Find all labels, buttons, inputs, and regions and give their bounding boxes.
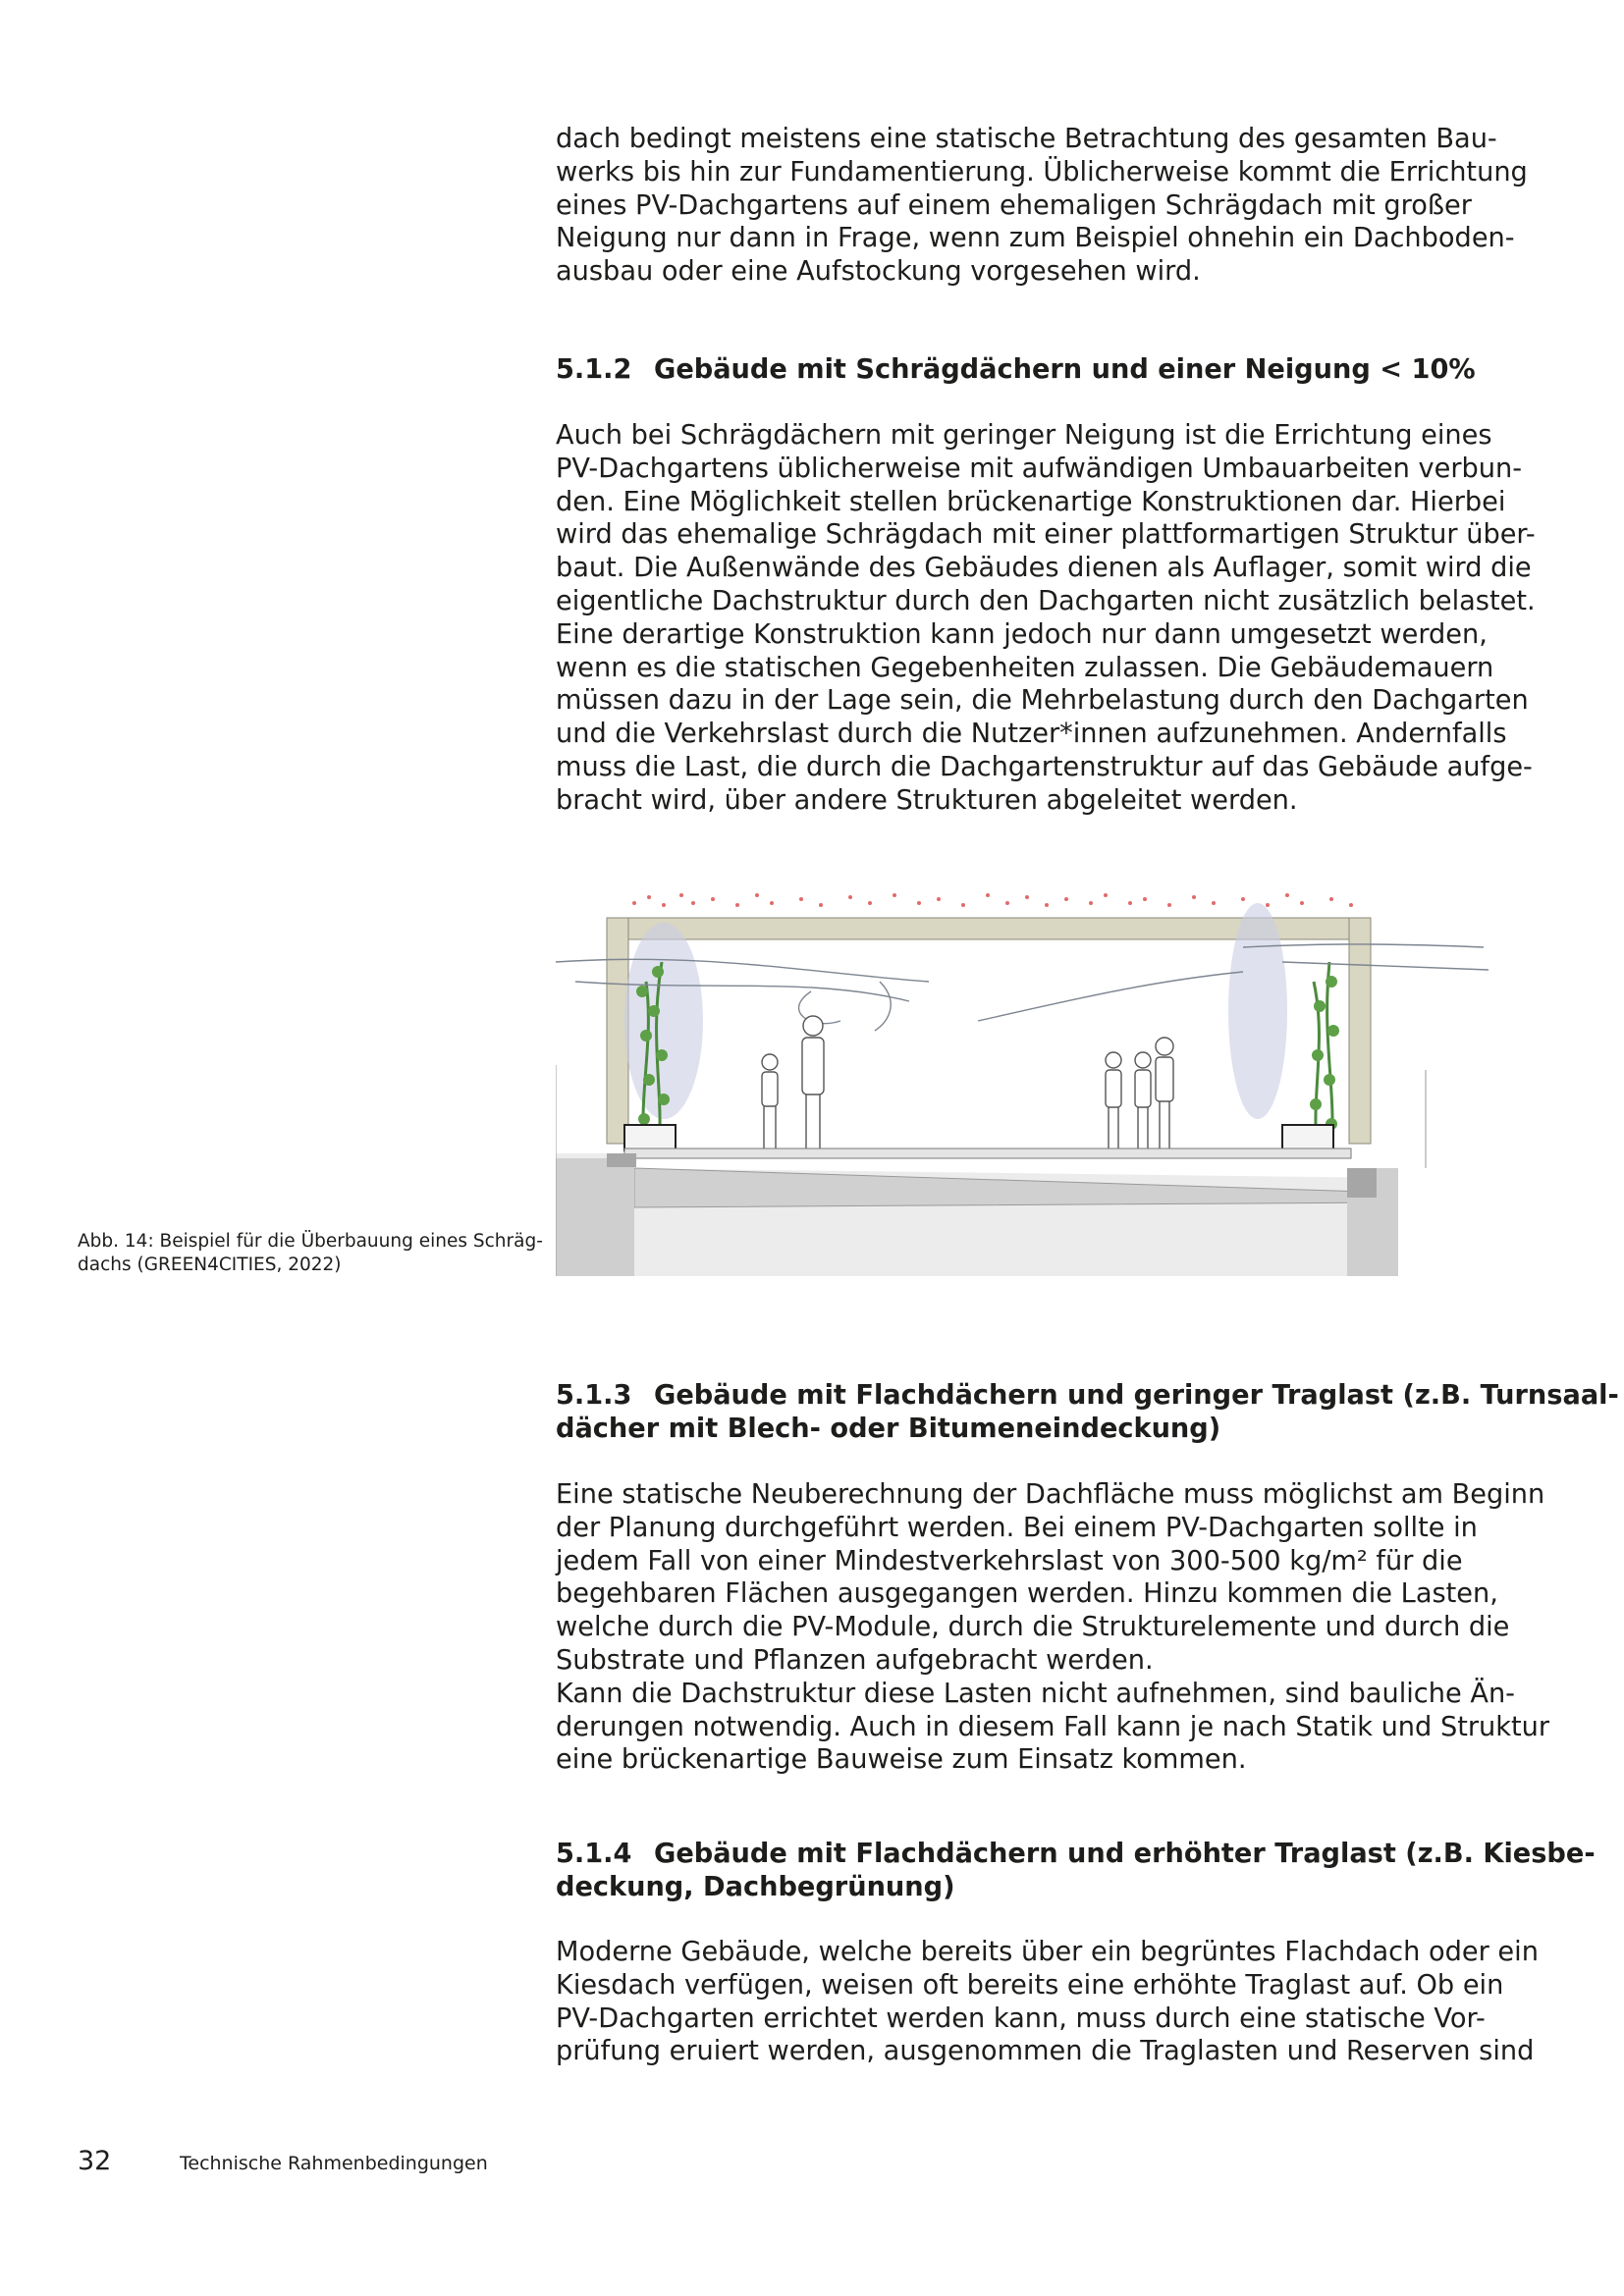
text-line: und die Verkehrslast durch die Nutzer*innen aufzunehmen. Andernfalls (556, 719, 1507, 750)
deck (624, 1148, 1351, 1158)
text-line: Moderne Gebäude, welche bereits über ein begrüntes Flachdach oder ein (556, 1937, 1539, 1967)
section-512-heading (556, 353, 1485, 387)
text-line: muss die Last, die durch die Dachgartenstruktur auf das Gebäude aufge- (556, 751, 1533, 782)
text-line: Kiesdach verfügen, weisen oft bereits eine erhöhte Traglast auf. Ob ein (556, 1969, 1504, 2001)
text-line: eines PV-Dachgartens auf einem ehemaligen Schrägdach mit großer (556, 189, 1472, 221)
text-line: Neigung nur dann in Frage, wenn zum Beispiel ohnehin ein Dachboden- (556, 223, 1515, 254)
section-513-heading (556, 1379, 1619, 1446)
text-line: PV-Dachgarten errichtet werden kann, muss durch eine statische Vor- (556, 2002, 1486, 2034)
section-title-line: Gebäude mit Flachdächern und erhöhter Traglast (z.B. Kiesbe- (654, 1839, 1596, 1869)
text-line: Eine statische Neuberechnung der Dachfläche muss möglichst am Beginn (556, 1479, 1545, 1510)
roof-garden-section-illustration (556, 874, 1490, 1276)
text-line: prüfung eruiert werden, ausgenommen die Traglasten und Reserven sind (556, 2036, 1535, 2067)
text-line: eigentliche Dachstruktur durch den Dachgarten nicht zusätzlich belastet. (556, 585, 1536, 616)
right-planter (1282, 1125, 1333, 1150)
section-title-line: dächer mit Blech- oder Bitumeneindeckung) (556, 1413, 1221, 1444)
section-514-paragraph (556, 1936, 1539, 2068)
text-line: wenn es die statischen Gegebenheiten zulassen. Die Gebäudemauern (556, 652, 1494, 683)
text-line: werks bis hin zur Fundamentierung. Üblicherweise kommt die Errichtung (556, 156, 1528, 187)
text-line: den. Eine Möglichkeit stellen brückenartige Konstruktionen dar. Hierbei (556, 486, 1506, 517)
text-line: welche durch die PV-Module, durch die Strukturelemente und durch die (556, 1612, 1510, 1643)
section-title: Gebäude mit Schrägdächern und einer Neigung < 10% (654, 354, 1476, 385)
section-title-line: deckung, Dachbegrünung) (556, 1871, 955, 1902)
text-line: bracht wird, über andere Strukturen abgeleitet werden. (556, 784, 1298, 816)
text-line: PV-Dachgartens üblicherweise mit aufwändigen Umbauarbeiten verbun- (556, 453, 1523, 484)
text-line: ausbau oder eine Aufstockung vorgesehen wird. (556, 256, 1201, 288)
text-line: der Planung durchgeführt werden. Bei einem PV-Dachgarten sollte in (556, 1512, 1478, 1543)
section-514-heading (556, 1838, 1596, 1904)
page-number: 32 (78, 2146, 112, 2176)
text-line: müssen dazu in der Lage sein, die Mehrbelastung durch den Dachgarten (556, 685, 1529, 717)
section-513-paragraph (556, 1478, 1550, 1777)
left-planter (624, 1125, 676, 1150)
right-haze (1228, 903, 1287, 1119)
text-line: Kann die Dachstruktur diese Lasten nicht aufnehmen, sind bauliche Än- (556, 1678, 1515, 1709)
people (762, 1016, 1173, 1148)
section-512-paragraph (556, 419, 1536, 818)
right-leaves (1310, 976, 1339, 1130)
roof-flowers (632, 893, 1353, 907)
text-line: dach bedingt meistens eine statische Betrachtung des gesamten Bau- (556, 124, 1497, 154)
text-line: begehbaren Flächen ausgegangen werden. Hinzu kommen die Lasten, (556, 1578, 1498, 1610)
text-line: eine brückenartige Bauweise zum Einsatz kommen. (556, 1744, 1247, 1776)
text-line: Auch bei Schrägdächern mit geringer Neigung ist die Errichtung eines (556, 420, 1492, 451)
text-line: wird das ehemalige Schrägdach mit einer plattformartigen Struktur über- (556, 519, 1536, 551)
intro-paragraph (556, 123, 1528, 289)
caption-line: Abb. 14: Beispiel für die Überbauung eines Schräg- (78, 1231, 543, 1252)
section-number: 5.1.2 (556, 354, 632, 385)
text-line: Eine derartige Konstruktion kann jedoch nur dann umgesetzt werden, (556, 618, 1488, 650)
section-title-line: Gebäude mit Flachdächern und geringer Traglast (z.B. Turnsaal- (654, 1380, 1619, 1411)
running-title: Technische Rahmenbedingungen (180, 2153, 488, 2174)
right-bearing (1347, 1168, 1377, 1198)
left-wall (556, 1158, 634, 1276)
right-post (1349, 918, 1371, 1144)
section-drawing (556, 874, 1490, 1276)
text-line: Substrate und Pflanzen aufgebracht werden. (556, 1644, 1154, 1676)
section-number: 5.1.4 (556, 1839, 632, 1869)
left-bearing (607, 1153, 636, 1167)
figure-caption (78, 1230, 543, 1277)
caption-line: dachs (GREEN4CITIES, 2022) (78, 1255, 342, 1275)
section-number: 5.1.3 (556, 1380, 632, 1411)
text-line: baut. Die Außenwände des Gebäudes dienen als Auflager, somit wird die (556, 553, 1532, 584)
text-line: derungen notwendig. Auch in diesem Fall kann je nach Statik und Struktur (556, 1711, 1550, 1742)
left-haze (624, 923, 703, 1119)
text-line: jedem Fall von einer Mindestverkehrslast von 300-500 kg/m² für die (556, 1545, 1463, 1576)
